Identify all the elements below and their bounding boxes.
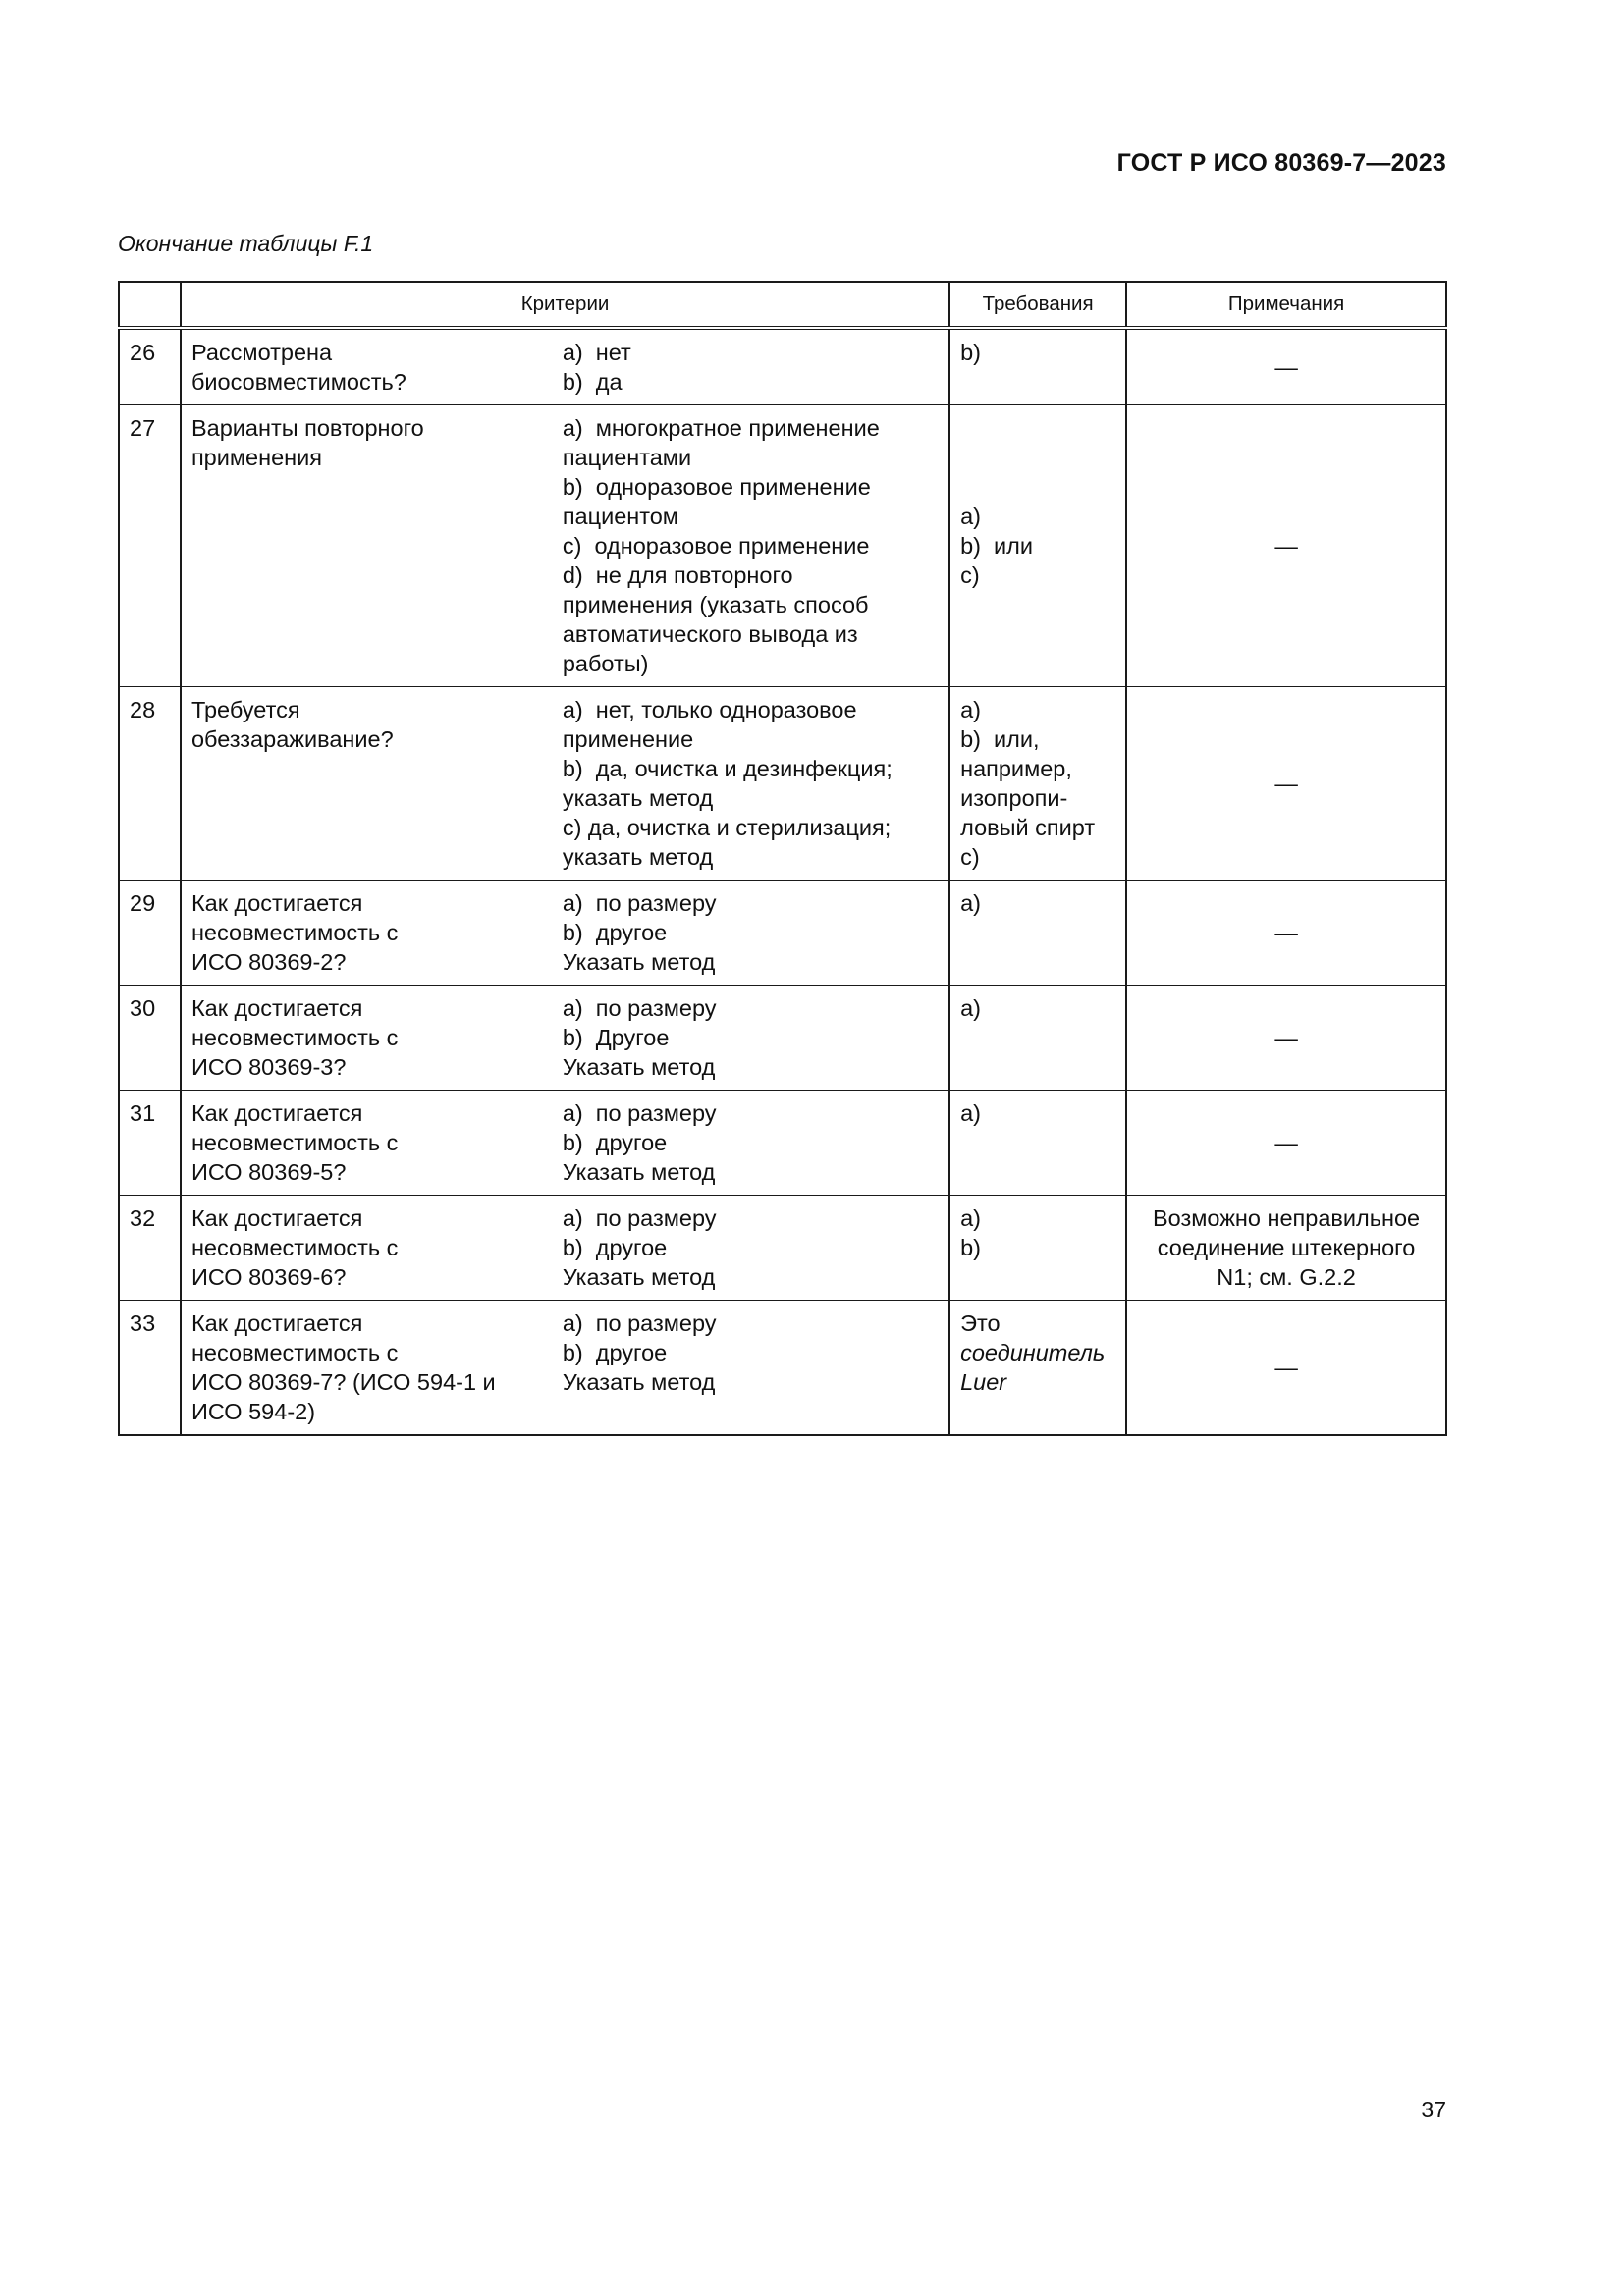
notes-cell-line: — [1274, 1025, 1298, 1050]
options-cell-line: Указать метод [562, 949, 716, 975]
notes-cell [1126, 1091, 1446, 1196]
notes-cell [1126, 1196, 1446, 1301]
options-cell-line: b) другое [562, 1340, 668, 1365]
notes-cell [1126, 881, 1446, 986]
question-cell-line: обеззараживание? [190, 726, 394, 752]
header-requirements: Требования [949, 282, 1126, 328]
notes-cell-line: — [1274, 1130, 1298, 1155]
requirements-cell [949, 687, 1126, 881]
options-cell [553, 1301, 949, 1436]
requirements-cell-line: например, [960, 756, 1072, 781]
question-cell-line: ИСО 80369-5? [190, 1159, 347, 1185]
question-cell-line: несовместимость с [190, 1025, 399, 1050]
notes-cell-line: N1; см. G.2.2 [1217, 1264, 1356, 1290]
table-row [119, 328, 1446, 405]
options-cell-line: b) одноразовое применение [562, 474, 871, 500]
options-cell-line: работы) [562, 651, 649, 676]
notes-cell-line: — [1274, 1355, 1298, 1380]
notes-cell [1126, 687, 1446, 881]
question-cell [181, 1091, 553, 1196]
requirements-cell-line: c) [960, 562, 980, 588]
header-number-cell [119, 282, 181, 328]
options-cell [553, 687, 949, 881]
options-cell [553, 1091, 949, 1196]
requirements-cell-line: b) или, [960, 726, 1040, 752]
notes-cell-line: соединение штекерного [1157, 1235, 1416, 1260]
options-cell-line: a) многократное применение [562, 415, 880, 441]
table-row [119, 881, 1446, 986]
row-number: 30 [119, 986, 181, 1091]
question-cell-line: Как достигается [190, 1205, 363, 1231]
table-body [119, 328, 1446, 1435]
notes-cell-line: — [1274, 533, 1298, 559]
requirements-cell [949, 1196, 1126, 1301]
requirements-cell-line: b) или [960, 533, 1034, 559]
requirements-cell [949, 986, 1126, 1091]
options-cell-line: a) нет [562, 340, 631, 365]
requirements-cell-line: Это [960, 1310, 1001, 1336]
question-cell-line: Рассмотрена [190, 340, 333, 365]
options-cell-line: применение [562, 726, 694, 752]
options-cell-line: автоматического вывода из [562, 621, 858, 647]
row-number: 33 [119, 1301, 181, 1436]
options-cell-line: d) не для повторного [562, 562, 793, 588]
requirements-cell-line: ловый спирт [960, 815, 1096, 840]
table-row [119, 1301, 1446, 1436]
question-cell [181, 405, 553, 687]
question-cell-line: применения [190, 445, 322, 470]
options-cell-line: a) по размеру [562, 890, 717, 916]
document-id: ГОСТ Р ИСО 80369-7—2023 [1116, 149, 1446, 177]
table-caption: Окончание таблицы F.1 [118, 231, 374, 256]
requirements-cell-line: Luer [960, 1369, 1007, 1395]
question-cell-line: Как достигается [190, 890, 363, 916]
question-cell-line: Как достигается [190, 1310, 363, 1336]
page-number: 37 [1421, 2097, 1446, 2122]
options-cell-line: c) одноразовое применение [562, 533, 870, 559]
requirements-cell-line: соединитель [960, 1340, 1106, 1365]
table-row [119, 986, 1446, 1091]
question-cell-line: несовместимость с [190, 1235, 399, 1260]
options-cell [553, 328, 949, 405]
requirements-cell-line: b) [960, 340, 981, 365]
options-cell-line: c) да, очистка и стерилизация; [562, 815, 892, 840]
table-row [119, 687, 1446, 881]
notes-cell [1126, 328, 1446, 405]
question-cell-line: биосовместимость? [190, 369, 406, 395]
table-row [119, 1091, 1446, 1196]
requirements-cell-line: a) [960, 890, 981, 916]
options-cell [553, 986, 949, 1091]
row-number: 26 [119, 328, 181, 405]
question-cell [181, 986, 553, 1091]
row-number: 31 [119, 1091, 181, 1196]
table-header-row [119, 282, 1446, 328]
row-number: 28 [119, 687, 181, 881]
requirements-cell [949, 405, 1126, 687]
options-cell-line: b) да, очистка и дезинфекция; [562, 756, 893, 781]
question-cell-line: Требуется [190, 697, 300, 722]
options-cell [553, 405, 949, 687]
requirements-cell-line: a) [960, 697, 981, 722]
question-cell-line: ИСО 80369-6? [190, 1264, 347, 1290]
requirements-cell [949, 328, 1126, 405]
requirements-cell-line: a) [960, 504, 981, 529]
options-cell-line: b) другое [562, 1130, 668, 1155]
row-number: 32 [119, 1196, 181, 1301]
options-cell-line: Указать метод [562, 1054, 716, 1080]
row-number: 27 [119, 405, 181, 687]
row-number: 29 [119, 881, 181, 986]
options-cell-line: a) по размеру [562, 1310, 717, 1336]
options-cell-line: указать метод [562, 785, 714, 811]
options-cell-line: Указать метод [562, 1264, 716, 1290]
options-cell-line: a) нет, только одноразовое [562, 697, 857, 722]
options-cell-line: Указать метод [562, 1159, 716, 1185]
question-cell-line: несовместимость с [190, 1340, 399, 1365]
question-cell [181, 1301, 553, 1436]
options-cell-line: Указать метод [562, 1369, 716, 1395]
options-cell-line: пациентом [562, 504, 678, 529]
options-cell-line: b) Другое [562, 1025, 670, 1050]
requirements-cell [949, 1301, 1126, 1436]
notes-cell-line: Возможно неправильное [1153, 1205, 1421, 1231]
requirements-cell-line: a) [960, 1100, 981, 1126]
notes-cell [1126, 405, 1446, 687]
question-cell [181, 328, 553, 405]
question-cell-line: ИСО 594-2) [190, 1399, 316, 1424]
options-cell-line: указать метод [562, 844, 714, 870]
question-cell-line: Как достигается [190, 1100, 363, 1126]
question-cell-line: Варианты повторного [190, 415, 424, 441]
question-cell-line: Как достигается [190, 995, 363, 1021]
notes-cell-line: — [1274, 920, 1298, 945]
question-cell-line: ИСО 80369-3? [190, 1054, 347, 1080]
options-cell-line: b) другое [562, 1235, 668, 1260]
question-cell [181, 687, 553, 881]
question-cell-line: ИСО 80369-7? (ИСО 594-1 и [190, 1369, 496, 1395]
options-cell-line: a) по размеру [562, 1100, 717, 1126]
options-cell-line: применения (указать способ [562, 592, 869, 617]
requirements-cell [949, 1091, 1126, 1196]
requirements-cell-line: c) [960, 844, 980, 870]
requirements-cell-line: a) [960, 995, 981, 1021]
question-cell-line: несовместимость с [190, 1130, 399, 1155]
options-cell-line: b) да [562, 369, 623, 395]
question-cell [181, 1196, 553, 1301]
notes-cell-line: — [1274, 771, 1298, 796]
question-cell [181, 881, 553, 986]
requirements-cell-line: b) [960, 1235, 981, 1260]
header-notes: Примечания [1126, 282, 1446, 328]
options-cell-line: пациентами [562, 445, 692, 470]
options-cell [553, 1196, 949, 1301]
options-cell [553, 881, 949, 986]
notes-cell-line: — [1274, 354, 1298, 380]
notes-cell [1126, 1301, 1446, 1436]
criteria-table [118, 281, 1447, 1436]
table-row [119, 405, 1446, 687]
requirements-cell-line: a) [960, 1205, 981, 1231]
notes-cell [1126, 986, 1446, 1091]
requirements-cell [949, 881, 1126, 986]
question-cell-line: ИСО 80369-2? [190, 949, 347, 975]
table-row [119, 1196, 1446, 1301]
options-cell-line: a) по размеру [562, 995, 717, 1021]
question-cell-line: несовместимость с [190, 920, 399, 945]
header-criteria: Критерии [181, 282, 949, 328]
requirements-cell-line: изопропи- [960, 785, 1068, 811]
options-cell-line: a) по размеру [562, 1205, 717, 1231]
options-cell-line: b) другое [562, 920, 668, 945]
